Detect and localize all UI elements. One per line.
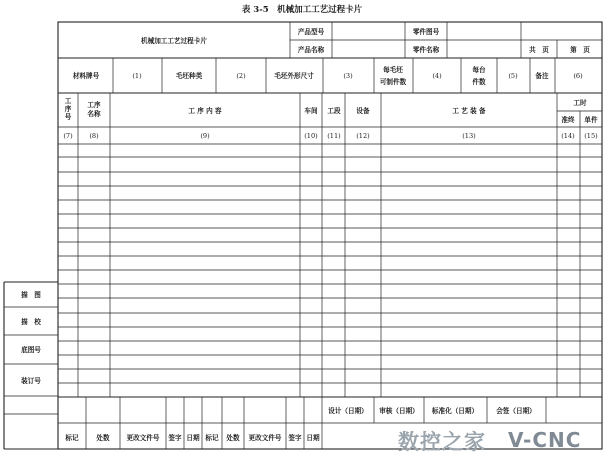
- total-pages-label: 共 页: [529, 46, 549, 54]
- op-content-header: 工 序 内 容: [188, 107, 222, 115]
- remarks-label: 备注: [535, 72, 549, 80]
- part-name-label: 零件名称: [412, 46, 440, 54]
- footer-mark-label: 标记: [205, 434, 219, 442]
- op-no-header-1: 工: [64, 97, 72, 105]
- column-number: (11): [327, 132, 341, 140]
- tooling-header: 工 艺 装 备: [452, 107, 486, 115]
- equipment-header: 设备: [356, 107, 370, 115]
- material-grade-code: (1): [132, 72, 142, 80]
- page-no-label: 第 页: [570, 46, 590, 54]
- table-grid: [4, 22, 602, 449]
- column-number: (12): [356, 132, 370, 140]
- footer-mark-label: 标记: [65, 434, 79, 442]
- material-grade-label: 材料牌号: [72, 72, 100, 80]
- tracing-check-label: 描 校: [21, 318, 41, 326]
- review-date-label: 审核（日期）: [379, 407, 419, 415]
- product-name-label: 产品名称: [297, 46, 325, 54]
- op-no-header-2: 序: [64, 105, 72, 113]
- op-name-header-1: 工序: [87, 101, 101, 109]
- parts-per-unit-label-2: 件数: [472, 78, 486, 86]
- column-number: (13): [462, 132, 476, 140]
- watermark-cn: 数控之家: [398, 430, 486, 454]
- footer-sign-label: 签字: [168, 434, 182, 442]
- parts-per-unit-label-1: 每台: [472, 66, 486, 74]
- standardization-date-label: 标准化（日期）: [431, 407, 479, 415]
- op-no-header-3: 号: [64, 113, 72, 121]
- column-number: (14): [561, 132, 575, 140]
- blank-type-label: 毛坯种类: [175, 72, 203, 80]
- workshop-header: 车间: [304, 107, 318, 115]
- part-drawing-no-label: 零件图号: [412, 28, 440, 36]
- blank-dims-code: (3): [343, 72, 353, 80]
- parts-per-blank-code: (4): [432, 72, 442, 80]
- footer-sign-label: 签字: [288, 434, 302, 442]
- column-number: (9): [200, 132, 210, 140]
- footer-count-label: 处数: [96, 434, 110, 442]
- blank-type-code: (2): [236, 72, 246, 80]
- footer-date-label: 日期: [186, 434, 200, 442]
- tracing-label: 描 图: [21, 291, 41, 299]
- table-caption: 表 3-5 机械加工工艺过程卡片: [241, 5, 363, 15]
- footer-date-label: 日期: [306, 434, 320, 442]
- countersign-date-label: 会签（日期）: [496, 407, 536, 415]
- parts-per-unit-code: (5): [508, 72, 518, 80]
- footer-count-label: 处数: [226, 434, 240, 442]
- design-date-label: 设计（日期）: [328, 407, 368, 415]
- op-name-header-2: 名称: [87, 110, 101, 118]
- remarks-code: (6): [573, 72, 583, 80]
- footer-change-doc-label: 更改文件号: [126, 434, 160, 442]
- column-number: (7): [63, 132, 73, 140]
- blank-dims-label: 毛坯外形尺寸: [274, 72, 314, 80]
- unit-time-header: 单件: [584, 116, 598, 124]
- product-model-label: 产品型号: [297, 28, 325, 36]
- column-number: (8): [89, 132, 99, 140]
- base-drawing-no-label: 底图号: [21, 346, 41, 354]
- binding-no-label: 装订号: [21, 377, 41, 385]
- column-number: (15): [584, 132, 598, 140]
- card-title: 机械加工工艺过程卡片: [141, 37, 207, 45]
- parts-per-blank-label-1: 每毛坯: [383, 66, 403, 74]
- time-header: 工时: [573, 99, 587, 107]
- parts-per-blank-label-2: 可制件数: [379, 78, 407, 86]
- section-header: 工段: [327, 107, 341, 115]
- footer-change-doc-label: 更改文件号: [248, 434, 282, 442]
- column-number: (10): [304, 132, 318, 140]
- setup-time-header: 准终: [561, 116, 575, 124]
- watermark-en: V-CNC: [508, 428, 582, 452]
